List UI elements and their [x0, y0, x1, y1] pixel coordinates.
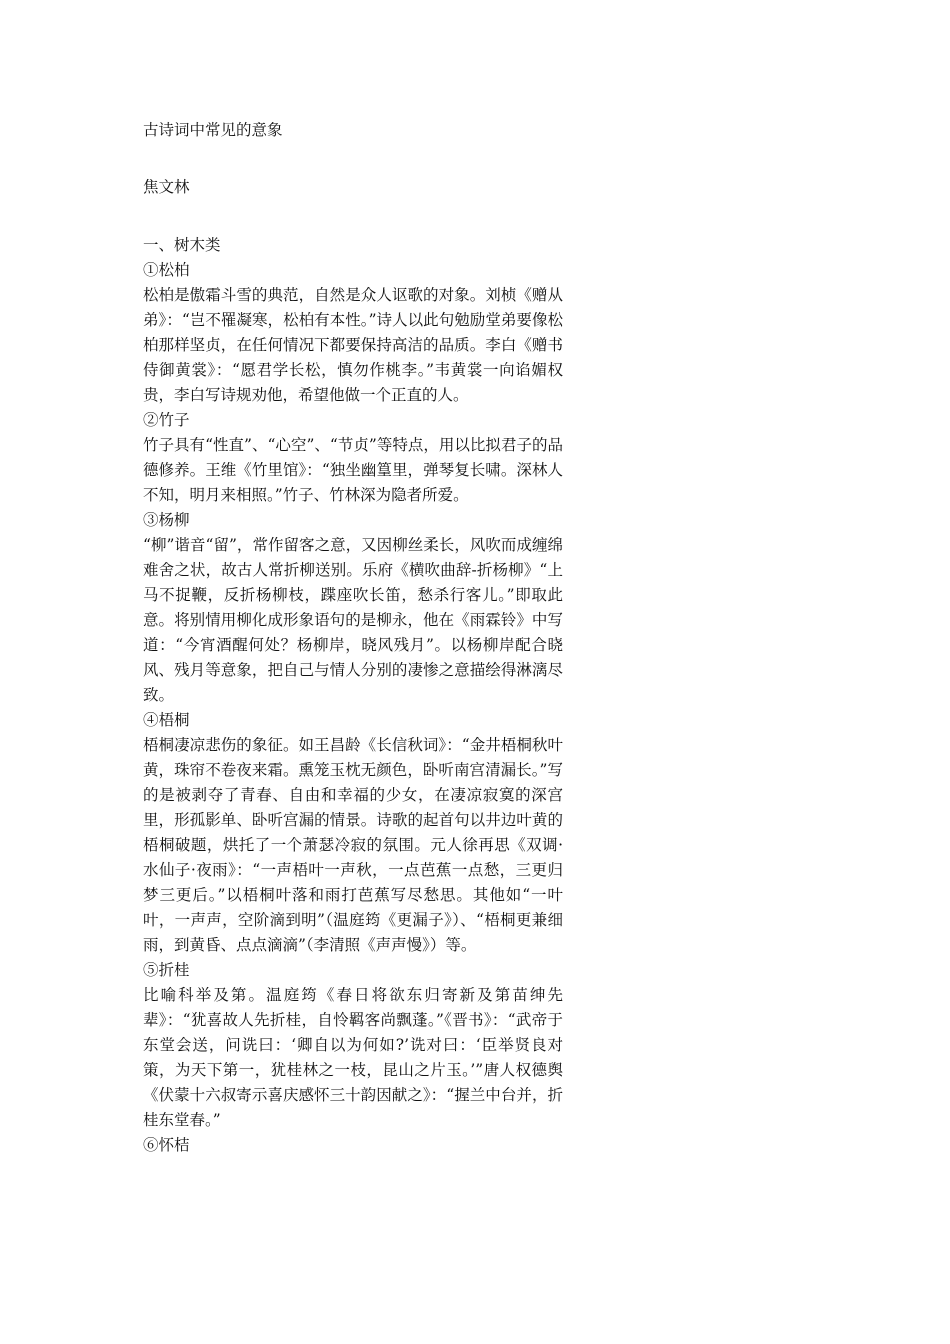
item-heading-tangerine: ⑥怀桔 [143, 1136, 190, 1154]
item-body: 松柏是傲霜斗雪的典范，自然是众人讴歌的对象。刘桢《赠从弟》：“岂不罹凝寒，松柏有本性。”诗人以此句勉励堂弟要像松柏那样坚贞，在任何情况下都要保持高洁的品质。李白《赠书侍御黄裳》：“愿君学长松，慎勿作桃李。”韦黄裳一向谄媚权贵，李白写诗规劝他，希望他做一个正直的人。 [143, 286, 563, 404]
item-bamboo [143, 408, 563, 508]
item-heading: ⑤折桂 [143, 961, 190, 979]
item-heading: ③杨柳 [143, 511, 190, 529]
author-name: 焦文林 [143, 178, 190, 196]
document-title: 古诗词中常见的意象 [143, 121, 283, 139]
item-heading: ②竹子 [143, 411, 190, 429]
item-heading: ④梧桐 [143, 711, 190, 729]
item-heading: ①松柏 [143, 261, 190, 279]
section-heading: 一、树木类 [143, 236, 221, 254]
item-body: 梧桐凄凉悲伤的象征。如王昌龄《长信秋词》：“金井梧桐秋叶黄，珠帘不卷夜来霜。熏笼玉枕无颜色，卧听南宫清漏长。”写的是被剥夺了青春、自由和幸福的少女，在凄凉寂寞的深宫里，形孤影单、卧听宫漏的情景。诗歌的起首句以井边叶黄的梧桐破题，烘托了一个萧瑟冷寂的氛围。元人徐再思《双调·水仙子·夜雨》：“一声梧叶一声秋，一点芭蕉一点愁，三更归梦三更后。”以梧桐叶落和雨打芭蕉写尽愁思。其他如“一叶叶，一声声，空阶滴到明”（温庭筠《更漏子》）、“梧桐更兼细雨，到黄昏、点点滴滴”（李清照《声声慢》）等。 [143, 736, 563, 954]
document-page [143, 118, 563, 1158]
item-parasol-tree [143, 708, 563, 958]
item-body: 比喻科举及第。温庭筠《春日将欲东归寄新及第苗绅先辈》：“犹喜故人先折桂，自怜羁客尚飘蓬。”《晋书》：“武帝于东堂会送，问诜曰：‘卿自以为何如?’诜对曰：‘臣举贤良对策，为天下第一，犹桂林之一枝，昆山之片玉。’”唐人权德舆《伏蒙十六叔寄示喜庆感怀三十韵因献之》：“握兰中台并，折桂东堂春。” [143, 986, 563, 1129]
item-body: 竹子具有“性直”、“心空”、“节贞”等特点，用以比拟君子的品德修养。王维《竹里馆》：“独坐幽篁里，弹琴复长啸。深林人不知，明月来相照。”竹子、竹林深为隐者所爱。 [143, 436, 563, 504]
item-pine-cypress [143, 258, 563, 408]
item-willow [143, 508, 563, 708]
item-body: “柳”谐音“留”，常作留客之意，又因柳丝柔长，风吹而成缠绵难舍之状，故古人常折柳送别。乐府《横吹曲辞-折杨柳》“上马不捉鞭，反折杨柳枝，蹀座吹长笛，愁杀行客儿。”即取此意。将别情用柳化成形象语句的是柳永，他在《雨霖铃》中写道：“今宵酒醒何处？杨柳岸，晓风残月”。以杨柳岸配合晓风、残月等意象，把自己与情人分别的凄惨之意描绘得淋漓尽致。 [143, 536, 563, 704]
item-osmanthus [143, 958, 563, 1133]
